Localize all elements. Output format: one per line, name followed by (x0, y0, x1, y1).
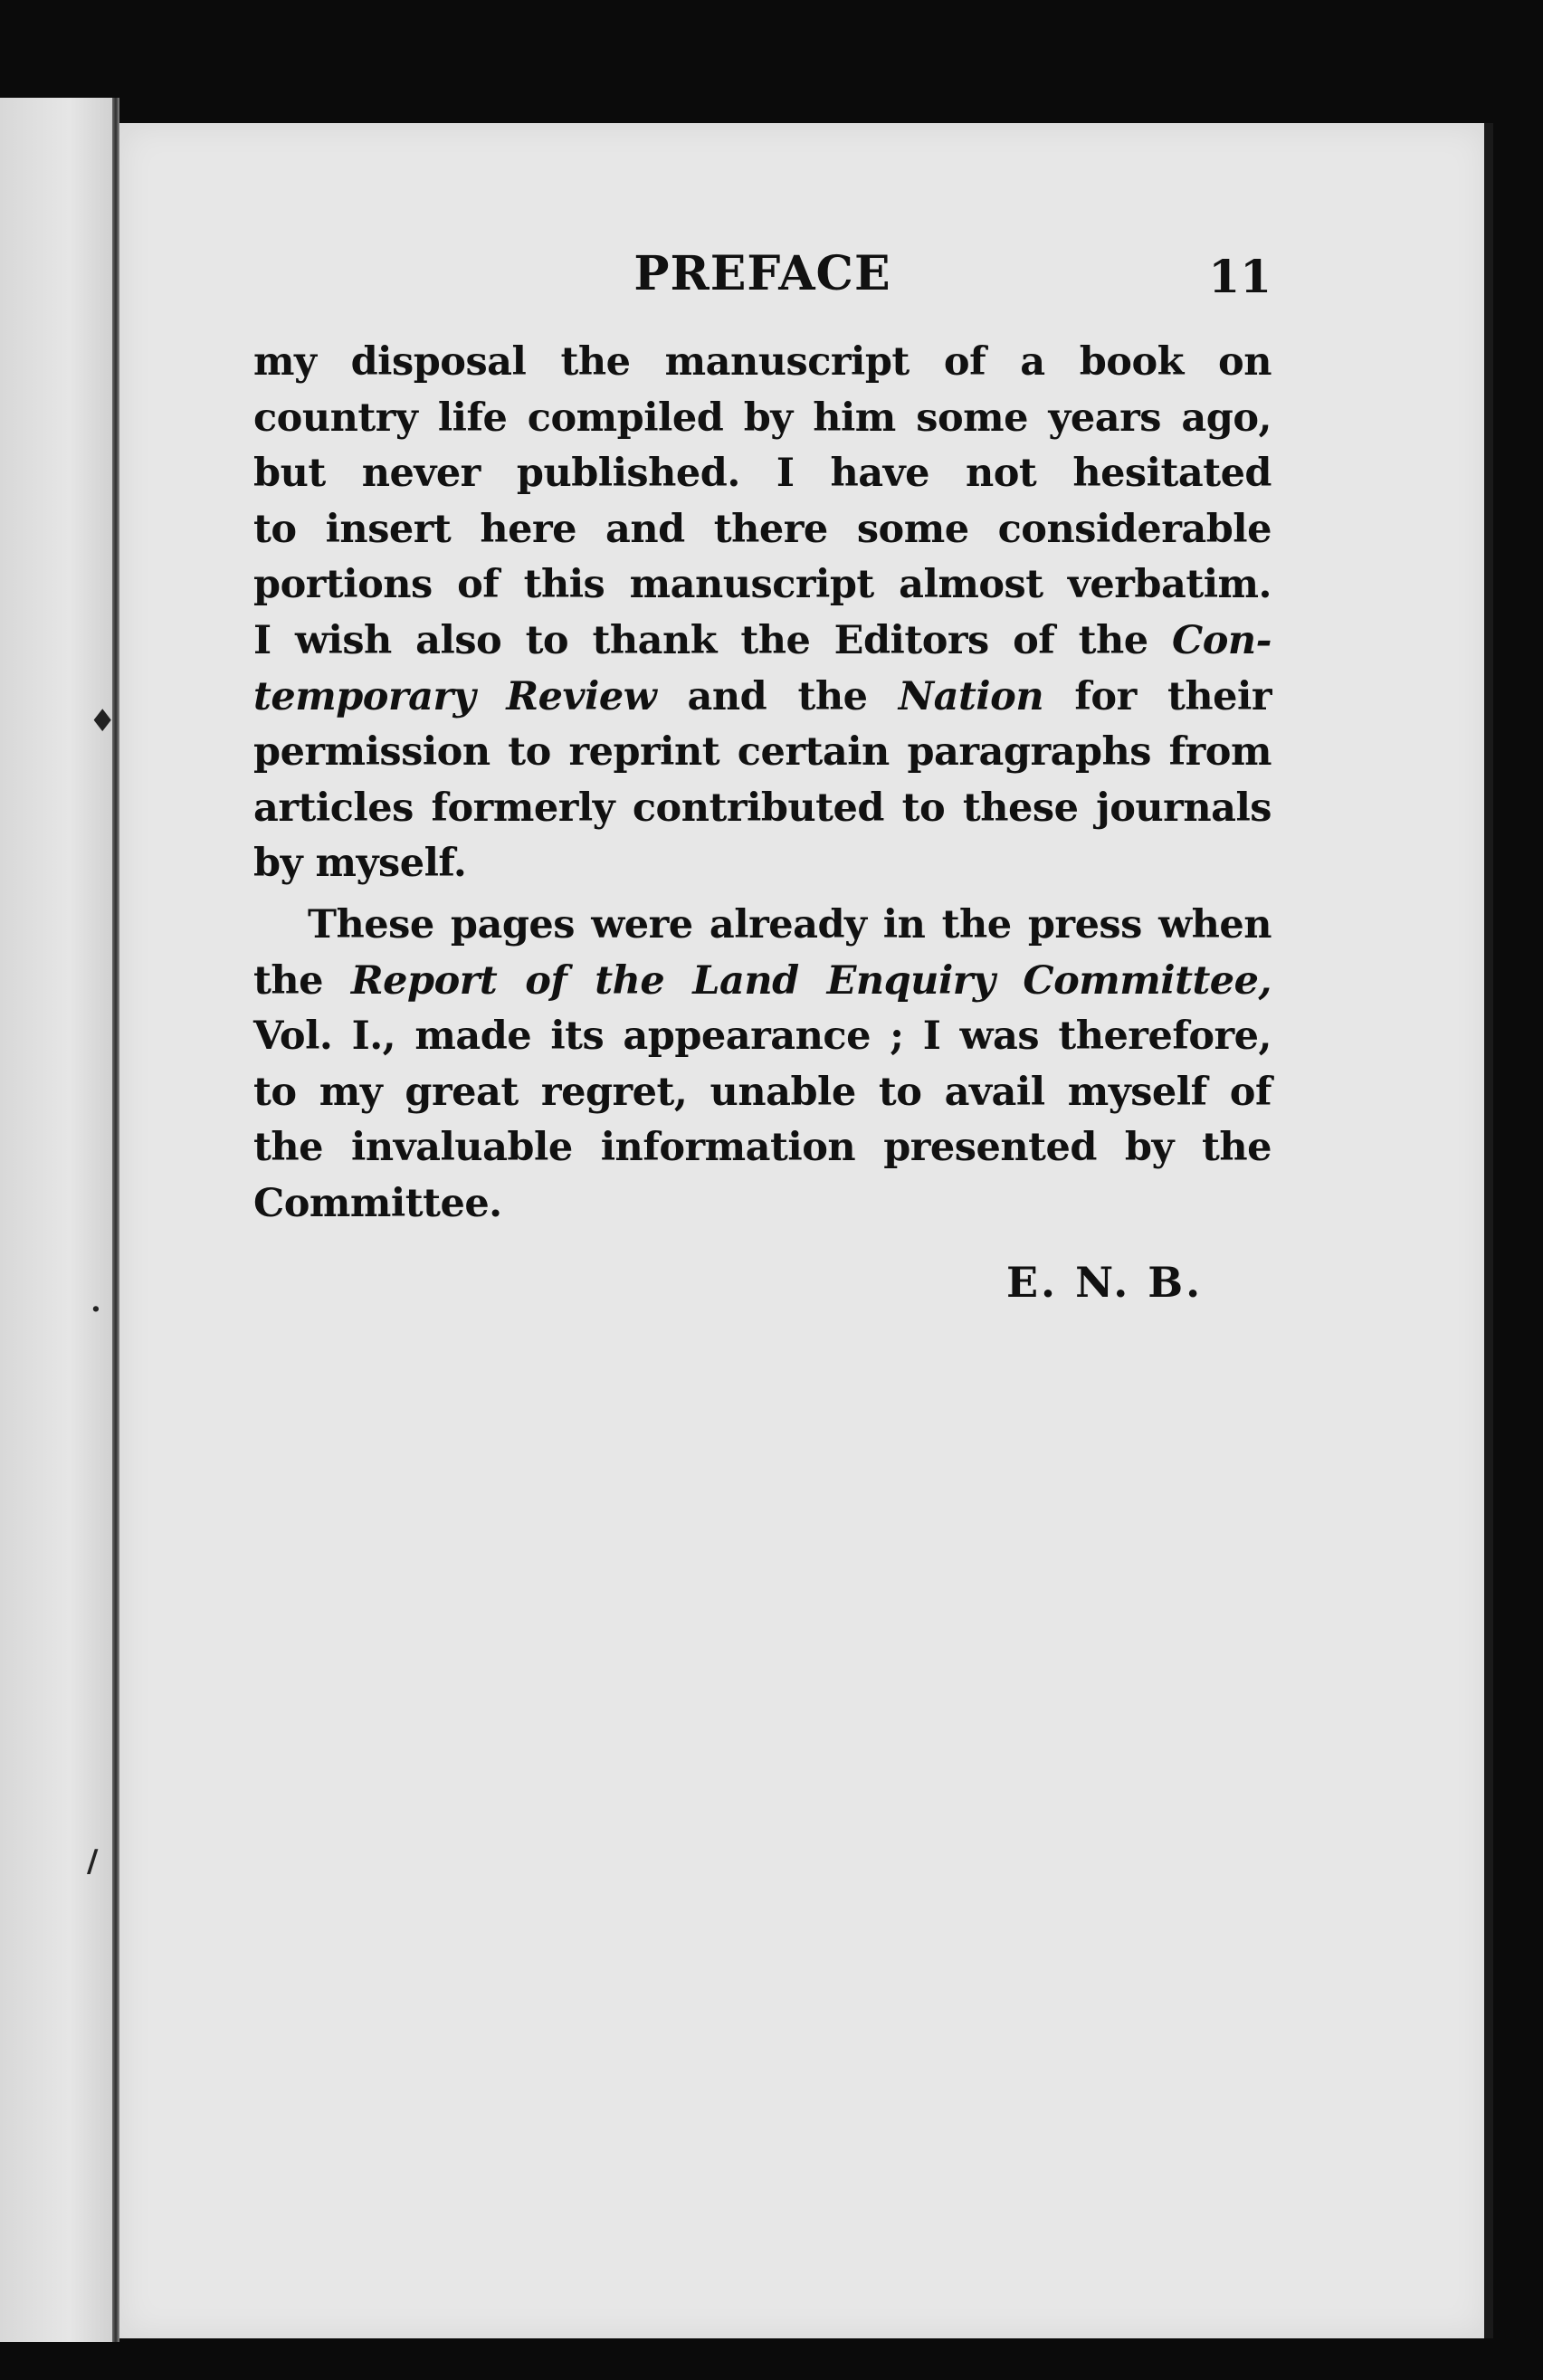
text-line: but never published. I have not hesitated (253, 451, 1272, 497)
italic-run: Con- (1171, 617, 1272, 663)
page-header (253, 246, 1272, 309)
text-line (253, 670, 1272, 726)
running-head: PREFACE (633, 246, 891, 301)
text-line: These pages were already in the press when (308, 901, 1272, 947)
binding-gutter (112, 98, 119, 2342)
italic-run: Report of the Land Enquiry Committee, (350, 957, 1272, 1004)
text-run: the (253, 957, 351, 1004)
text-line: to insert here and there some considerable (253, 506, 1272, 552)
text-line: the invaluable information presented by the (253, 1125, 1272, 1171)
text-line: my disposal the manuscript of a book on (253, 339, 1272, 385)
margin-mark: ♦ (89, 703, 117, 739)
paragraph (253, 898, 1272, 1233)
text-line: articles formerly contributed to these journals (253, 785, 1272, 831)
text-line (253, 614, 1272, 670)
text-line: Committee. (253, 1180, 502, 1226)
paragraph (253, 335, 1272, 892)
margin-mark: · (90, 1291, 101, 1328)
signature-initials: E. N. B. (1006, 1258, 1204, 1307)
page-number: 11 (1208, 250, 1272, 303)
facing-page-edge (0, 98, 116, 2342)
margin-mark: / (87, 1843, 99, 1880)
text-line: by myself. (253, 841, 467, 887)
italic-run: temporary Review (253, 673, 657, 719)
body-text (253, 335, 1272, 1233)
text-run: I wish also to thank the Editors of the (253, 617, 1172, 663)
text-line: country life compiled by him some years ago, (253, 395, 1272, 441)
text-run: and the (656, 673, 899, 719)
text-line: portions of this manuscript almost verbatim. (253, 562, 1272, 608)
text-line: permission to reprint certain paragraphs from (253, 729, 1272, 776)
text-line (253, 954, 1272, 1010)
text-run: for their (1043, 673, 1272, 719)
italic-run: Nation (898, 673, 1044, 719)
text-line: to my great regret, unable to avail myself of (253, 1069, 1272, 1115)
text-line: Vol. I., made its appearance ; I was therefore, (253, 1014, 1272, 1060)
